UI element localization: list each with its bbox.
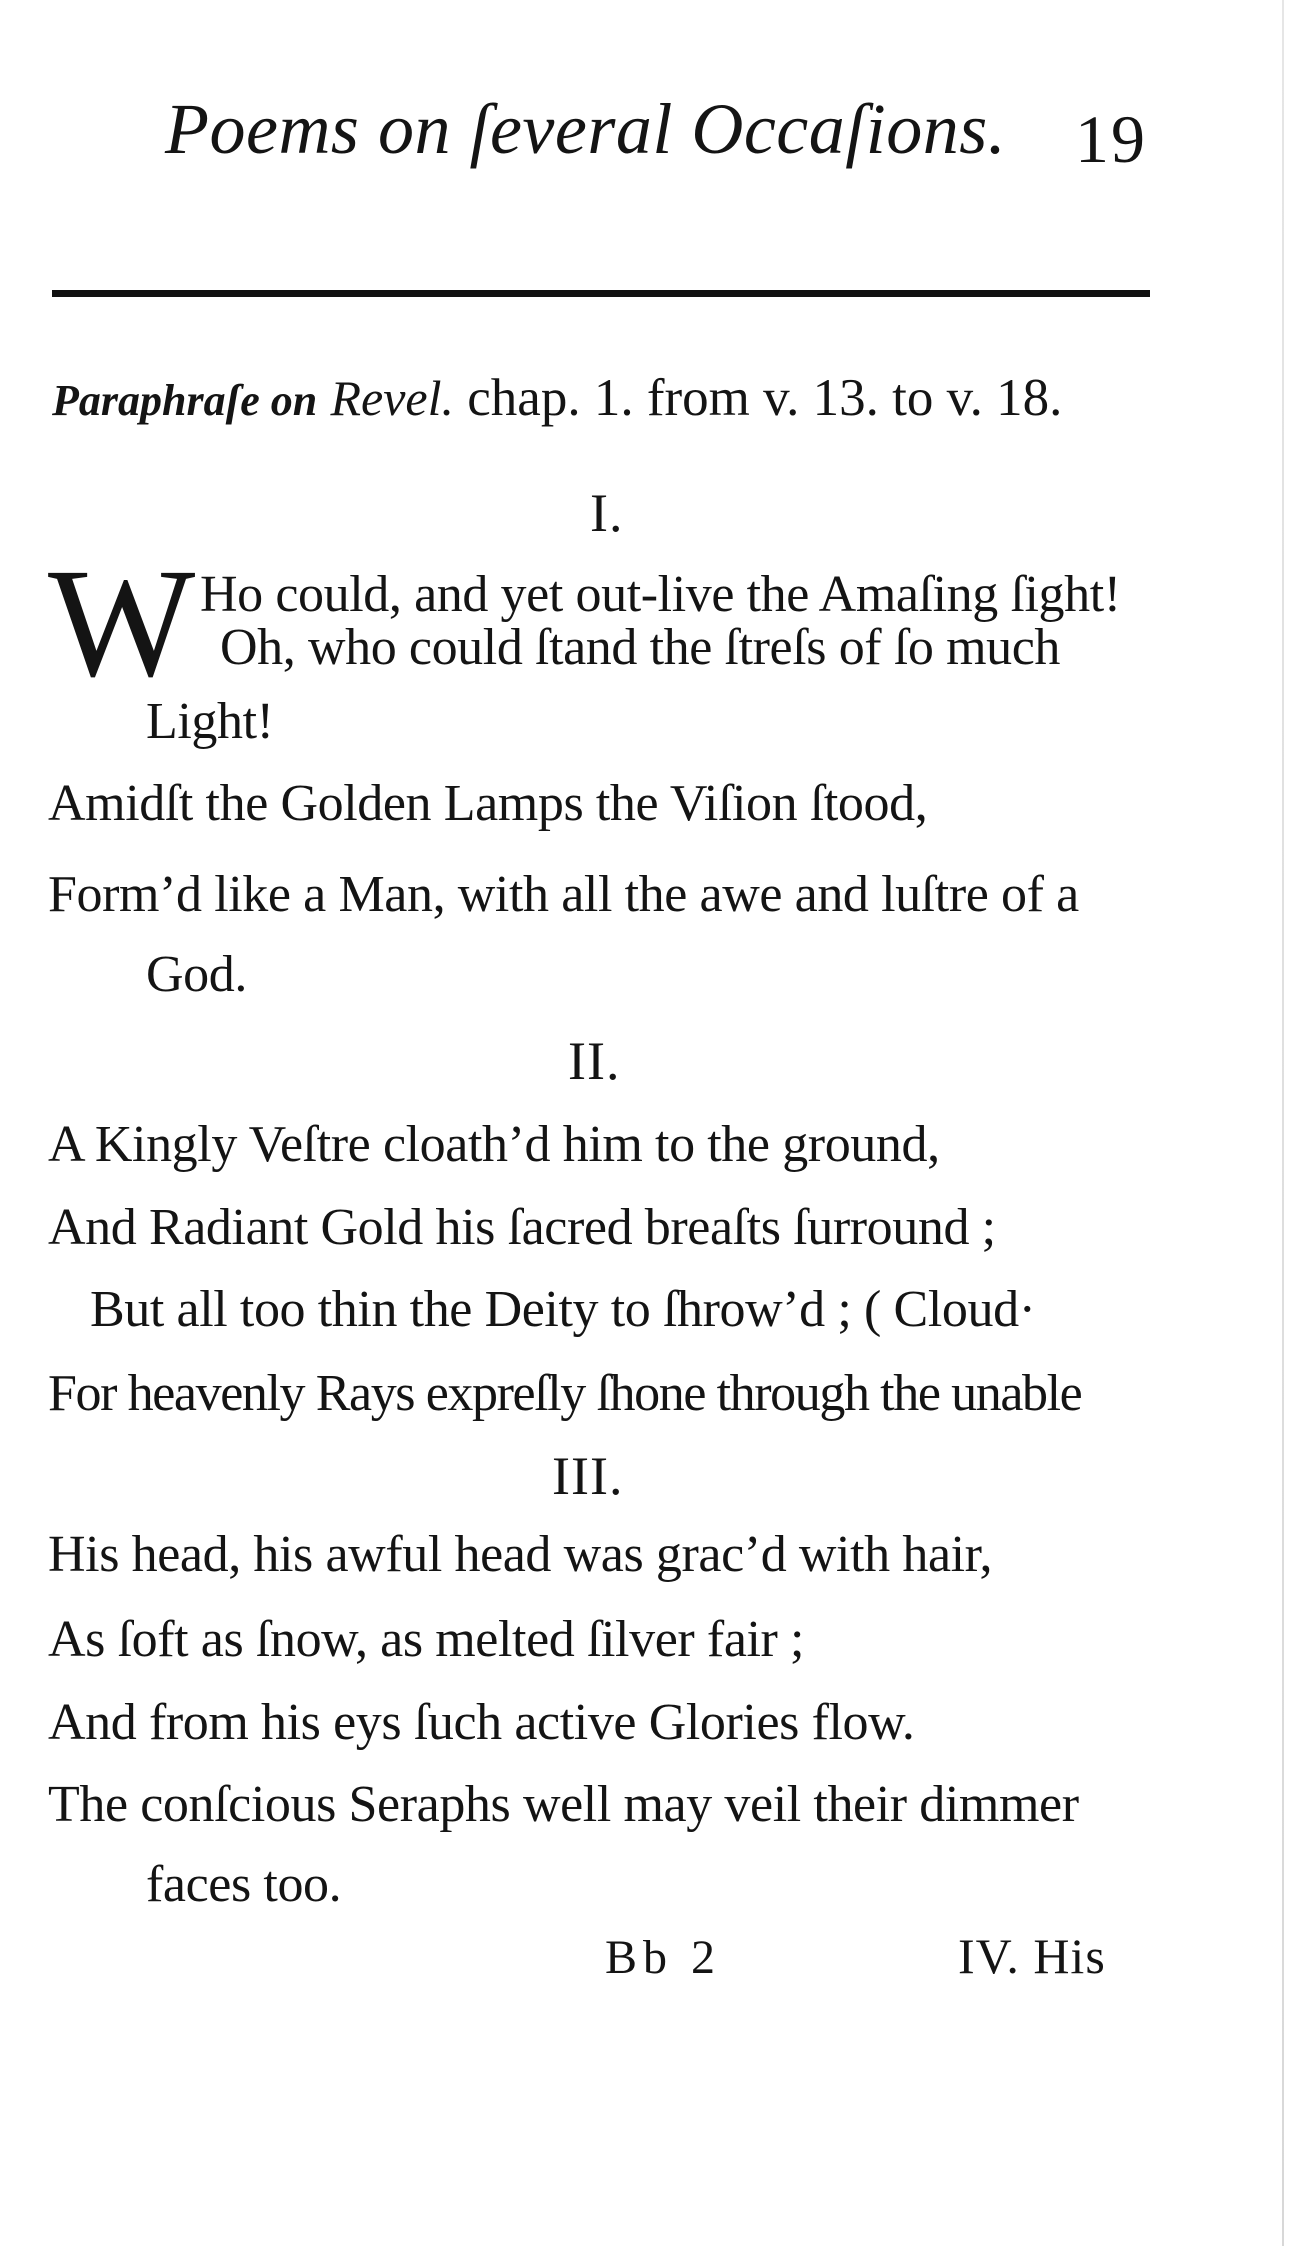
signature-mark: Bb 2: [605, 1931, 722, 1984]
stanza-2-line-4: For heavenly Rays expreſly ſhone through the unable: [48, 1365, 1082, 1422]
page-number: 19: [1075, 101, 1147, 177]
drop-capital: W: [48, 536, 196, 709]
stanza-1-line-6: God.: [146, 946, 247, 1003]
stanza-2-line-1: A Kingly Veſtre cloath’d him to the ground,: [48, 1116, 940, 1173]
stanza-numeral-2: II.: [568, 1031, 621, 1091]
poem-subtitle: [52, 368, 1062, 428]
stanza-1-line-2: Oh, who could ſtand the ſtreſs of ſo much: [220, 619, 1061, 676]
stanza-3-line-4: The conſcious Seraphs well may veil their dimmer: [48, 1776, 1079, 1833]
stanza-1-line-3: Light!: [146, 693, 274, 750]
stanza-1-line-1: Ho could, and yet out-live the Amaſing ſight!: [200, 566, 1121, 623]
stanza-2-line-3: But all too thin the Deity to ſhrow’d ; ( Cloud·: [90, 1281, 1036, 1338]
stanza-3-line-3: And from his eys ſuch active Glories flow.: [48, 1694, 915, 1751]
stanza-1-line-5: Form’d like a Man, with all the awe and luſtre of a: [48, 866, 1079, 923]
running-title: Poems on ſeveral Occaſions.: [165, 89, 1007, 169]
subtitle-italic-b: Revel.: [330, 370, 455, 426]
subtitle-rest: chap. 1. from v. 13. to v. 18.: [467, 369, 1063, 427]
catchword: IV. His: [958, 1928, 1106, 1984]
stanza-numeral-3: III.: [552, 1446, 624, 1506]
subtitle-italic-a: Paraphraſe on: [52, 376, 318, 425]
page-edge-shadow: [1282, 0, 1284, 2246]
stanza-1-line-4: Amidſt the Golden Lamps the Viſion ſtood,: [48, 775, 928, 832]
stanza-2-line-2: And Radiant Gold his ſacred breaſts ſurround ;: [48, 1199, 996, 1256]
stanza-3-line-2: As ſoft as ſnow, as melted ſilver fair ;: [48, 1611, 805, 1668]
stanza-numeral-1: I.: [590, 483, 624, 543]
header-rule: [52, 290, 1150, 297]
stanza-3-line-1: His head, his awful head was grac’d with hair,: [48, 1526, 993, 1583]
stanza-3-line-5: faces too.: [146, 1856, 342, 1913]
